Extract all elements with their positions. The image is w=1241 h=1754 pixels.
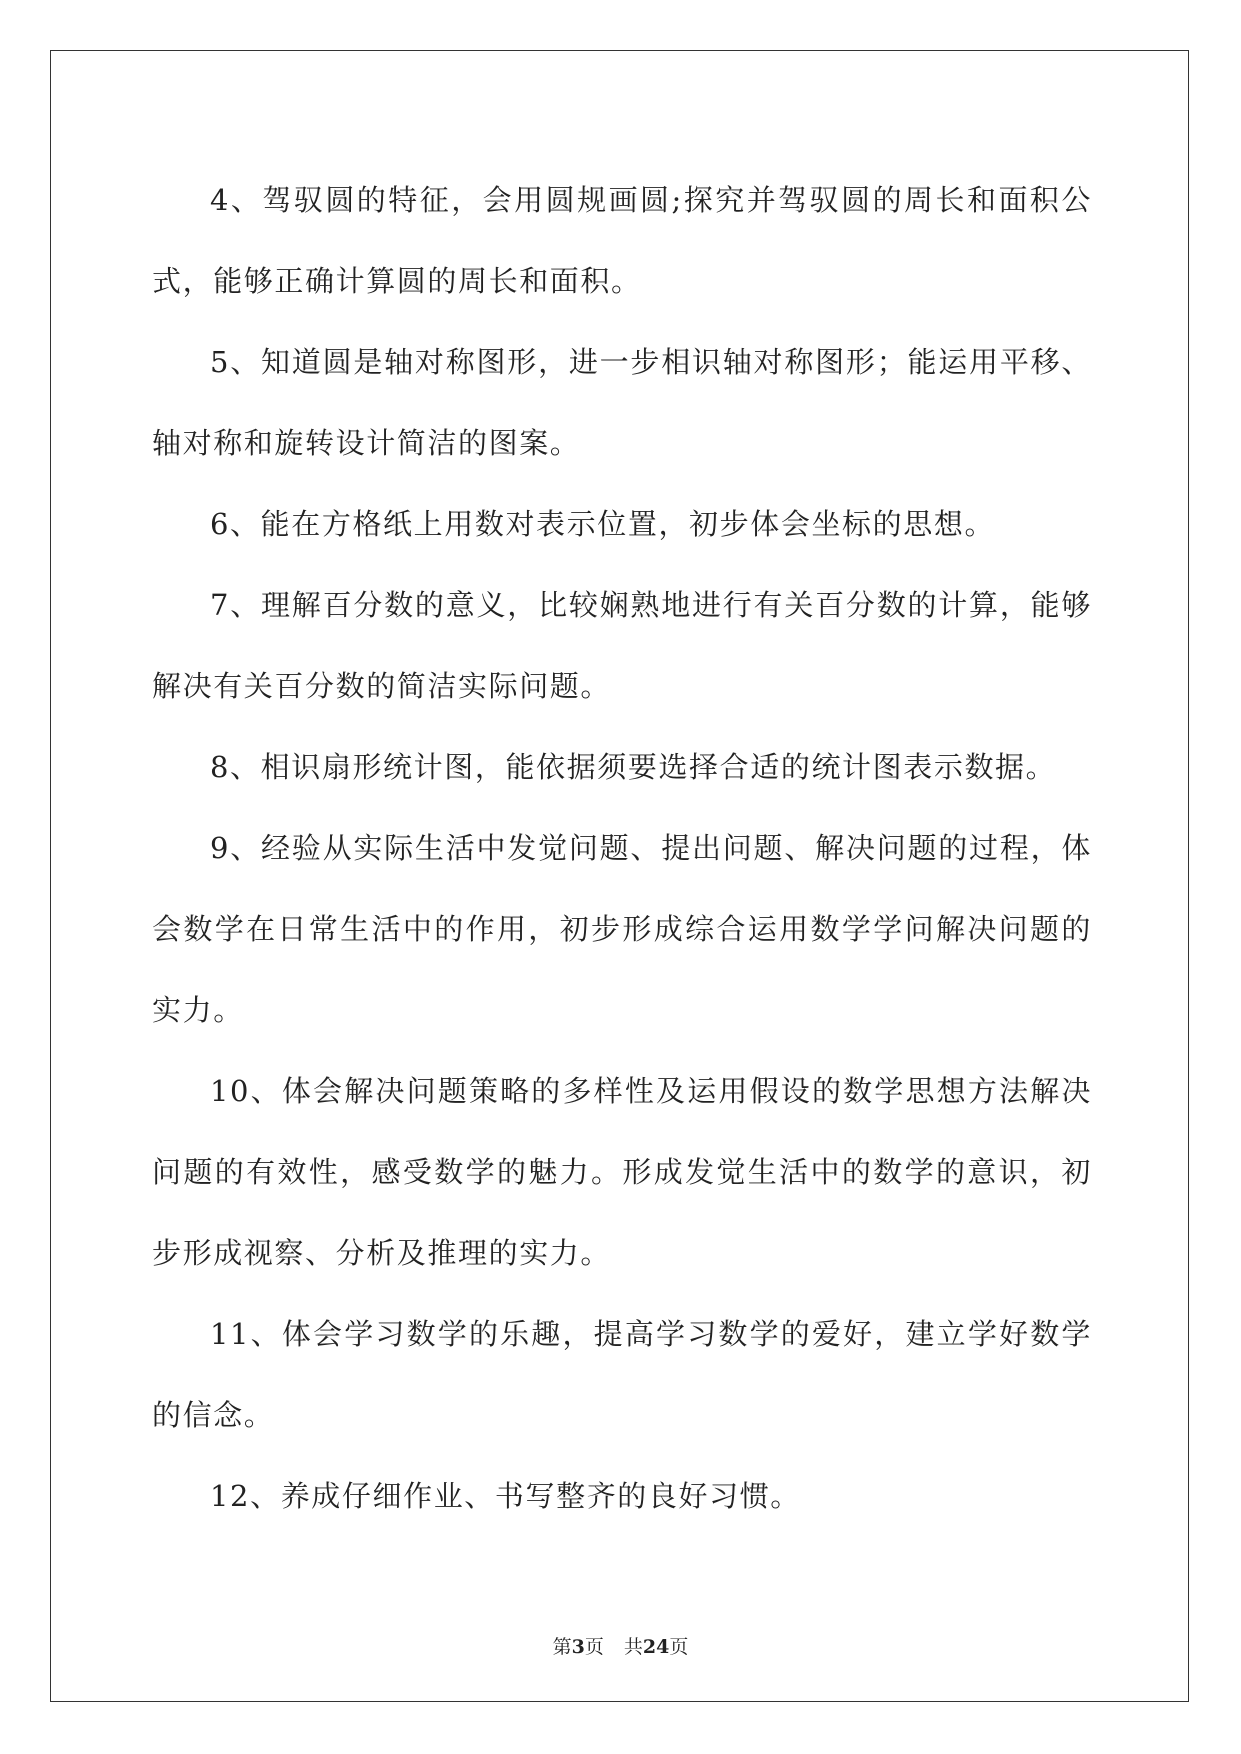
paragraph-item-7: 7、理解百分数的意义，比较娴熟地进行有关百分数的计算，能够解决有关百分数的简洁实际问题。 [152,588,1092,703]
paragraph-item-11: 11、体会学习数学的乐趣，提高学习数学的爱好，建立学好数学的信念。 [152,1317,1092,1432]
total-pages: 24 [642,1636,670,1658]
page-prefix: 第 [552,1636,572,1658]
page-number: 3 [571,1636,585,1658]
paragraph-item-9: 9、经验从实际生活中发觉问题、提出问题、解决问题的过程，体会数学在日常生活中的作用，初步形成综合运用数学学问解决问题的实力。 [152,831,1092,1027]
paragraph-item-8: 8、相识扇形统计图，能依据须要选择合适的统计图表示数据。 [210,750,1057,784]
page-suffix: 页 [584,1636,604,1658]
page-footer [0,1632,1241,1659]
paragraph-item-10: 10、体会解决问题策略的多样性及运用假设的数学思想方法解决问题的有效性，感受数学的魅力。形成发觉生活中的数学的意识，初步形成视察、分析及推理的实力。 [152,1074,1092,1270]
total-prefix: 共 [623,1636,643,1658]
paragraph-item-6: 6、能在方格纸上用数对表示位置，初步体会坐标的思想。 [210,507,996,541]
paragraph-item-5: 5、知道圆是轴对称图形，进一步相识轴对称图形；能运用平移、轴对称和旋转设计简洁的图案。 [152,345,1092,460]
paragraph-item-12: 12、养成仔细作业、书写整齐的良好习惯。 [210,1479,801,1513]
document-body [152,160,1092,1537]
total-suffix: 页 [669,1636,689,1658]
paragraph-item-4: 4、驾驭圆的特征，会用圆规画圆;探究并驾驭圆的周长和面积公式，能够正确计算圆的周长和面积。 [152,183,1092,298]
